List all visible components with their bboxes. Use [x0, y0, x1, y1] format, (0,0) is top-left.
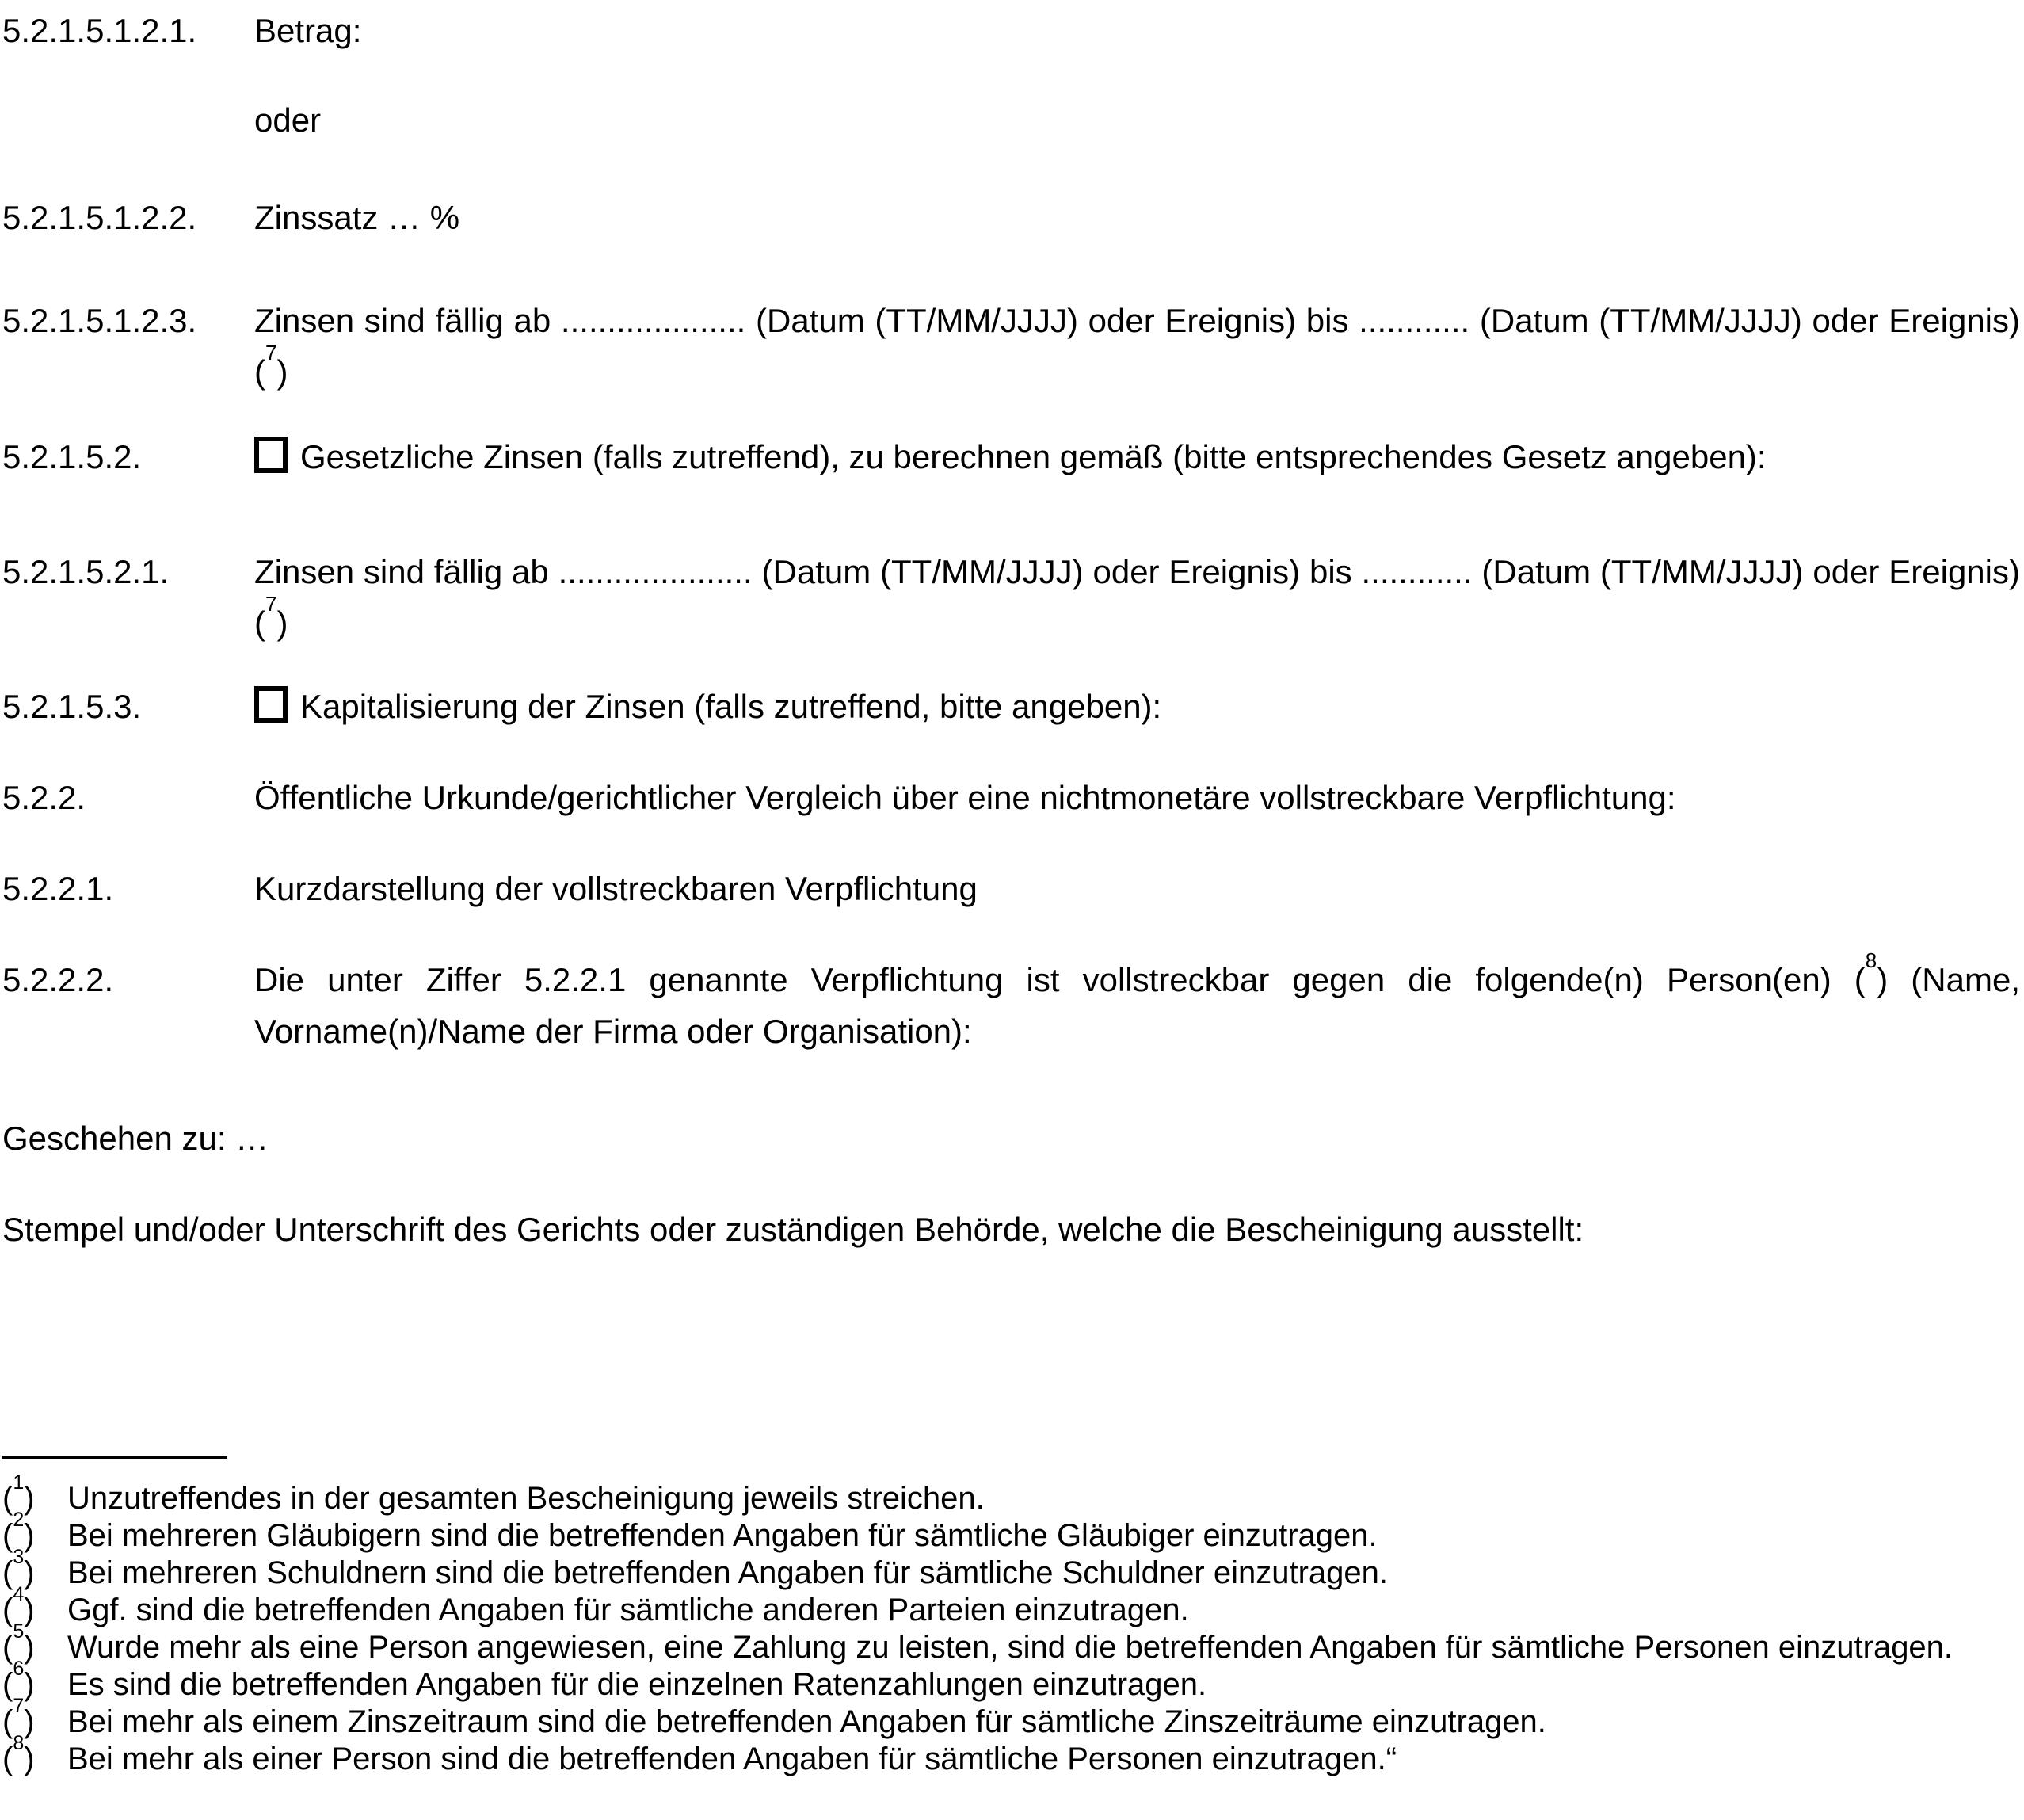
section-text-label: Kurzdarstellung der vollstreckbaren Verpflichtung — [254, 870, 978, 907]
section-row-oeffentliche-urkunde — [2, 772, 2020, 823]
section-text-label: oder — [254, 101, 322, 139]
section-number: 5.2.2.2. — [2, 961, 114, 998]
paren-open: ( — [2, 1630, 13, 1665]
footnote-number: 8 — [13, 1731, 25, 1754]
footnote-6 — [2, 1657, 2020, 1704]
section-text — [254, 772, 2020, 823]
footnote-number: 5 — [13, 1620, 25, 1643]
footnote-7 — [2, 1694, 2020, 1741]
footnote-number: 7 — [13, 1694, 25, 1717]
section-text-label: Zinssatz … % — [254, 199, 460, 236]
footnote-text: Bei mehr als einem Zinszeitraum sind die betreffenden Angaben für sämtliche Zinszeiträume einzutragen. — [67, 1704, 1546, 1739]
section-row-kapitalisierung — [2, 681, 2020, 732]
section-row-zinsen-faellig-2 — [2, 546, 2020, 649]
section-number: 5.2.1.5.1.2.2. — [2, 199, 197, 236]
section-text-label: Betrag: — [254, 12, 362, 49]
paren-open: ( — [2, 1704, 13, 1739]
paren-open: ( — [2, 1742, 13, 1776]
section-text — [254, 863, 2020, 914]
section-text — [254, 681, 2020, 732]
section-text-label: Kapitalisierung der Zinsen (falls zutreffend, bitte angeben): — [300, 688, 1162, 725]
section-text-label: ) — [276, 353, 288, 391]
closing-stempel-unterschrift — [2, 1204, 2020, 1255]
section-number: 5.2.2.1. — [2, 870, 114, 907]
paren-open: ( — [2, 1518, 13, 1553]
section-text — [254, 546, 2020, 649]
footnote-8 — [2, 1731, 2020, 1778]
paren-open: ( — [2, 1555, 13, 1590]
section-row-betrag — [2, 5, 2020, 56]
paren-close: ) — [24, 1518, 35, 1553]
section-number: 5.2.1.5.2.1. — [2, 553, 170, 590]
section-text-label: ) (Name, Vorname(n)/Name der Firma oder Organisation): — [254, 961, 2020, 1050]
footnote-marker — [2, 1731, 67, 1778]
section-number: 5.2.1.5.1.2.1. — [2, 12, 197, 49]
closing-text: Stempel und/oder Unterschrift des Gerichts oder zuständigen Behörde, welche die Bescheinigung ausstellt: — [2, 1211, 1584, 1248]
section-number: 5.2.2. — [2, 779, 86, 816]
paren-close: ) — [24, 1704, 35, 1739]
section-text — [254, 192, 2020, 243]
section-row-kurzdarstellung — [2, 863, 2020, 914]
section-text-label: ) — [276, 605, 288, 642]
paren-open: ( — [2, 1667, 13, 1702]
paren-close: ) — [24, 1593, 35, 1627]
section-row-oder — [2, 94, 2020, 146]
footnote-number: 2 — [13, 1508, 25, 1531]
checkbox-icon — [254, 437, 288, 473]
footnote-text: Es sind die betreffenden Angaben für die einzelnen Ratenzahlungen einzutragen. — [67, 1667, 1207, 1702]
section-text — [254, 431, 2020, 483]
footnote-2 — [2, 1508, 2020, 1555]
section-number: 5.2.1.5.1.2.3. — [2, 302, 197, 339]
section-row-zinssatz — [2, 192, 2020, 243]
footnote-number: 1 — [13, 1471, 25, 1494]
section-row-vollstreckbar-gegen — [2, 948, 2020, 1057]
section-text-label: Gesetzliche Zinsen (falls zutreffend), zu berechnen gemäß (bitte entsprechendes Gesetz angeben): — [300, 438, 1767, 475]
section-text — [254, 295, 2020, 398]
footnote-4 — [2, 1582, 2020, 1629]
footnote-ref-7: 7 — [265, 341, 277, 364]
footnotes-block — [2, 1471, 2020, 1778]
section-number: 5.2.1.5.2. — [2, 438, 142, 475]
checkbox-icon — [254, 686, 288, 723]
footnote-text: Bei mehreren Gläubigern sind die betreffenden Angaben für sämtliche Gläubiger einzutragen. — [67, 1518, 1378, 1553]
section-row-zinsen-faellig-1 — [2, 295, 2020, 398]
footnote-number: 6 — [13, 1657, 25, 1680]
section-number: 5.2.1.5.3. — [2, 688, 142, 725]
paren-close: ) — [24, 1555, 35, 1590]
footnote-text: Wurde mehr als eine Person angewiesen, eine Zahlung zu leisten, sind die betreffenden Angaben für sämtliche Personen einzutragen. — [67, 1630, 1953, 1665]
paren-close: ) — [24, 1667, 35, 1702]
closing-text: Geschehen zu: … — [2, 1120, 269, 1157]
footnote-ref-7: 7 — [265, 592, 277, 616]
footnote-separator-rule — [2, 1456, 227, 1459]
footnote-text: Bei mehr als einer Person sind die betreffenden Angaben für sämtliche Personen einzutragen.“ — [67, 1742, 1397, 1776]
section-text — [254, 948, 2020, 1057]
footnote-text: Bei mehreren Schuldnern sind die betreffenden Angaben für sämtliche Schuldner einzutragen. — [67, 1555, 1389, 1590]
section-text — [254, 94, 2020, 146]
footnote-5 — [2, 1620, 2020, 1666]
section-text-label: Zinsen sind fällig ab ..................... (Datum (TT/MM/JJJJ) oder Ereignis) bis ............ (Datum (TT/MM/JJJJ) oder Ereignis) ( — [254, 553, 2020, 642]
footnote-3 — [2, 1545, 2020, 1592]
section-text-label: Öffentliche Urkunde/gerichtlicher Vergleich über eine nichtmonetäre vollstreckbare Verpflichtung: — [254, 779, 1676, 816]
closing-geschehen-zu — [2, 1112, 2020, 1164]
footnote-ref-8: 8 — [1865, 948, 1877, 972]
section-text-label: Die unter Ziffer 5.2.2.1 genannte Verpflichtung ist vollstreckbar gegen die folgende(n) Person(en) ( — [254, 961, 1866, 998]
section-row-gesetzliche-zinsen — [2, 431, 2020, 483]
paren-close: ) — [24, 1742, 35, 1776]
footnote-text: Ggf. sind die betreffenden Angaben für sämtliche anderen Parteien einzutragen. — [67, 1593, 1189, 1627]
footnote-number: 3 — [13, 1545, 25, 1568]
paren-close: ) — [24, 1630, 35, 1665]
footnote-number: 4 — [13, 1582, 25, 1605]
paren-close: ) — [24, 1481, 35, 1516]
paren-open: ( — [2, 1593, 13, 1627]
section-text — [254, 5, 2020, 56]
footnote-text: Unzutreffendes in der gesamten Bescheinigung jeweils streichen. — [67, 1481, 985, 1516]
footnote-1 — [2, 1471, 2020, 1517]
section-text-label: Zinsen sind fällig ab .................... (Datum (TT/MM/JJJJ) oder Ereignis) bis ............ (Datum (TT/MM/JJJJ) oder Ereignis) ( — [254, 302, 2020, 391]
paren-open: ( — [2, 1481, 13, 1516]
